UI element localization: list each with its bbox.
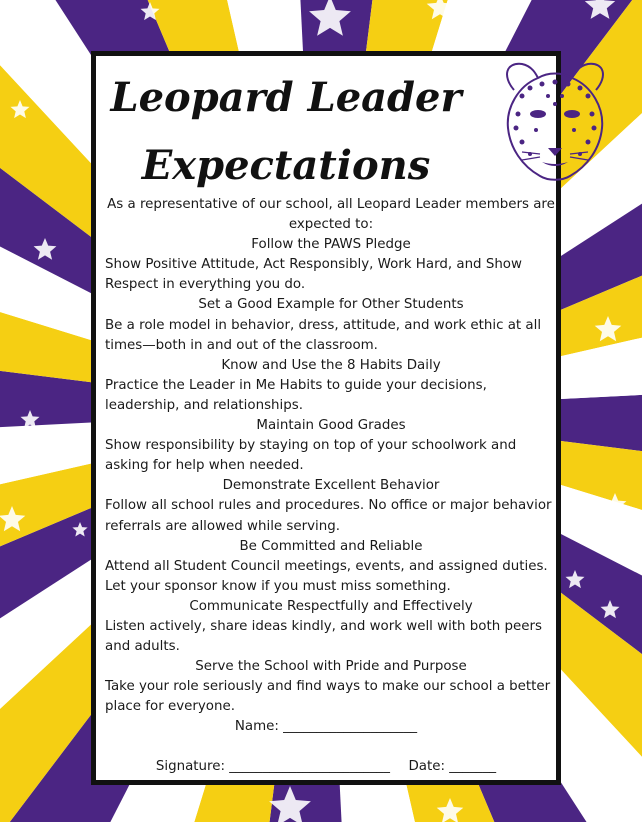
section-heading: Be Committed and Reliable <box>239 538 423 554</box>
section-text: Follow all school rules and procedures. No office or major behavior referrals are allowed while serving. <box>105 498 552 534</box>
expectations-card <box>91 51 561 785</box>
page-title-line2: Expectations <box>141 142 431 189</box>
section-text: Be a role model in behavior, dress, attitude, and work ethic at all times—both in and out of the classroom. <box>105 317 542 353</box>
signature-date-line <box>96 759 556 774</box>
section-heading: Maintain Good Grades <box>256 418 406 434</box>
section-text: Show Positive Attitude, Act Responsibly, Work Hard, and Show Respect in everything you do. <box>105 257 522 293</box>
section-text: Listen actively, share ideas kindly, and work well with both peers and adults. <box>105 618 542 655</box>
page-title-line1: Leopard Leader <box>110 74 462 121</box>
section-text: Take your role seriously and find ways to make our school a better place for everyone. <box>105 679 551 715</box>
section-heading: Know and Use the 8 Habits Daily <box>221 357 441 373</box>
name-line <box>96 719 556 734</box>
section-heading: Serve the School with Pride and Purpose <box>195 659 467 675</box>
intro-text: As a representative of our school, all Leopard Leader members are expected to: <box>107 197 555 233</box>
section-text: Show responsibility by staying on top of your schoolwork and asking for help when needed. <box>105 438 517 474</box>
section-text: Practice the Leader in Me Habits to guide your decisions, leadership, and relationships. <box>105 377 487 413</box>
section-heading: Demonstrate Excellent Behavior <box>222 478 440 494</box>
section-text: Attend all Student Council meetings, events, and assigned duties. Let your sponsor know if you must miss something. <box>105 558 548 594</box>
section-heading: Communicate Respectfully and Effectively <box>189 598 473 614</box>
expectations-body <box>105 195 557 717</box>
signature-field: Signature: ________________________ <box>155 759 390 774</box>
leopard-head-icon <box>492 56 618 184</box>
section-heading: Follow the PAWS Pledge <box>251 237 411 253</box>
section-heading: Set a Good Example for Other Students <box>198 297 464 313</box>
date-field: Date: _______ <box>408 759 497 774</box>
name-field: Name: ____________________ <box>234 719 418 734</box>
